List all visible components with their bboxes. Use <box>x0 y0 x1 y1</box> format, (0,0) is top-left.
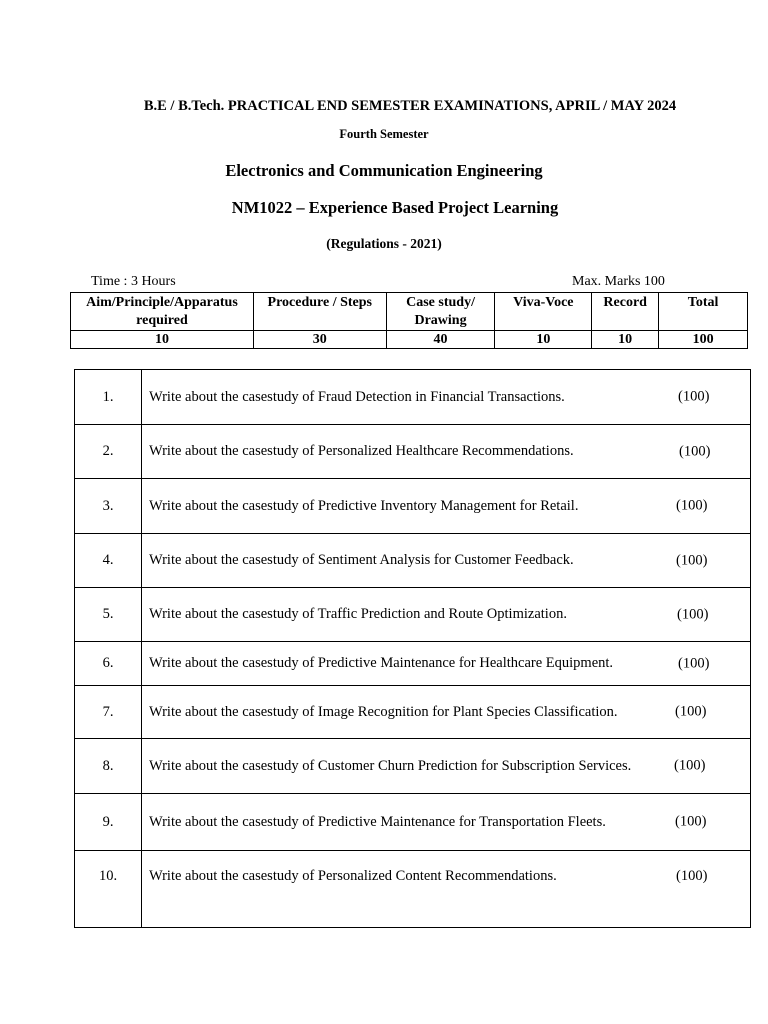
question-number: 9. <box>75 794 142 851</box>
question-marks: (100) <box>678 388 710 405</box>
question-cell <box>142 739 751 794</box>
question-cell <box>142 534 751 588</box>
question-row <box>75 479 751 534</box>
question-text: Write about the casestudy of Fraud Detection in Financial Transactions. <box>149 388 565 405</box>
question-marks: (100) <box>674 757 706 774</box>
question-text: Write about the casestudy of Predictive Maintenance for Transportation Fleets. <box>149 813 606 830</box>
question-row <box>75 739 751 794</box>
marks-header-cell: Case study/ Drawing <box>386 293 495 331</box>
question-cell <box>142 686 751 739</box>
question-number: 4. <box>75 534 142 588</box>
question-cell <box>142 851 751 928</box>
question-cell <box>142 425 751 479</box>
question-marks: (100) <box>676 497 708 514</box>
question-cell <box>142 479 751 534</box>
department-title: Electronics and Communication Engineering <box>225 161 543 180</box>
max-marks: Max. Marks 100 <box>572 274 665 289</box>
question-marks: (100) <box>676 868 708 884</box>
question-number: 7. <box>75 686 142 739</box>
question-number: 6. <box>75 642 142 686</box>
question-row <box>75 534 751 588</box>
question-text: Write about the casestudy of Predictive Inventory Management for Retail. <box>149 497 579 514</box>
marks-value-cell: 10 <box>592 331 659 349</box>
question-marks: (100) <box>675 703 707 720</box>
marks-distribution-table <box>70 292 748 349</box>
question-row <box>75 794 751 851</box>
question-number: 3. <box>75 479 142 534</box>
question-marks: (100) <box>676 552 708 568</box>
question-text: Write about the casestudy of Customer Churn Prediction for Subscription Services. <box>149 757 632 774</box>
questions-table <box>74 369 751 928</box>
marks-header-cell: Procedure / Steps <box>253 293 386 331</box>
question-number: 5. <box>75 588 142 642</box>
marks-header-cell: Aim/Principle/Apparatus required <box>71 293 254 331</box>
question-marks: (100) <box>677 606 709 622</box>
question-number: 2. <box>75 425 142 479</box>
question-row <box>75 425 751 479</box>
question-number: 1. <box>75 370 142 425</box>
question-row <box>75 588 751 642</box>
marks-header-cell: Record <box>592 293 659 331</box>
question-text: Write about the casestudy of Traffic Prediction and Route Optimization. <box>149 606 567 622</box>
question-number: 10. <box>75 851 142 928</box>
question-text: Write about the casestudy of Sentiment Analysis for Customer Feedback. <box>149 552 574 568</box>
question-cell <box>142 794 751 851</box>
marks-value-cell: 10 <box>71 331 254 349</box>
exam-title: B.E / B.Tech. PRACTICAL END SEMESTER EXAMINATIONS, APRIL / MAY 2024 <box>143 98 677 114</box>
question-text: Write about the casestudy of Personalized Content Recommendations. <box>149 868 557 884</box>
marks-value-cell: 100 <box>659 331 748 349</box>
course-title: NM1022 – Experience Based Project Learning <box>231 198 559 217</box>
exam-duration: Time : 3 Hours <box>91 274 176 289</box>
question-cell <box>142 642 751 686</box>
question-marks: (100) <box>679 443 711 459</box>
question-cell <box>142 370 751 425</box>
regulations-label: (Regulations - 2021) <box>326 236 442 251</box>
question-cell <box>142 588 751 642</box>
question-text: Write about the casestudy of Image Recognition for Plant Species Classification. <box>149 703 618 720</box>
marks-header-cell: Viva-Voce <box>495 293 592 331</box>
question-row <box>75 642 751 686</box>
marks-header-cell: Total <box>659 293 748 331</box>
question-text: Write about the casestudy of Predictive Maintenance for Healthcare Equipment. <box>149 655 614 671</box>
semester-label: Fourth Semester <box>339 127 429 141</box>
marks-value-cell: 30 <box>253 331 386 349</box>
marks-value-cell: 40 <box>386 331 495 349</box>
marks-value-cell: 10 <box>495 331 592 349</box>
question-marks: (100) <box>678 655 710 671</box>
question-text: Write about the casestudy of Personalized Healthcare Recommendations. <box>149 443 574 459</box>
question-marks: (100) <box>675 813 707 830</box>
marks-values-row <box>71 331 748 349</box>
marks-header-row <box>71 293 748 331</box>
question-row <box>75 851 751 928</box>
question-row <box>75 370 751 425</box>
question-number: 8. <box>75 739 142 794</box>
question-row <box>75 686 751 739</box>
